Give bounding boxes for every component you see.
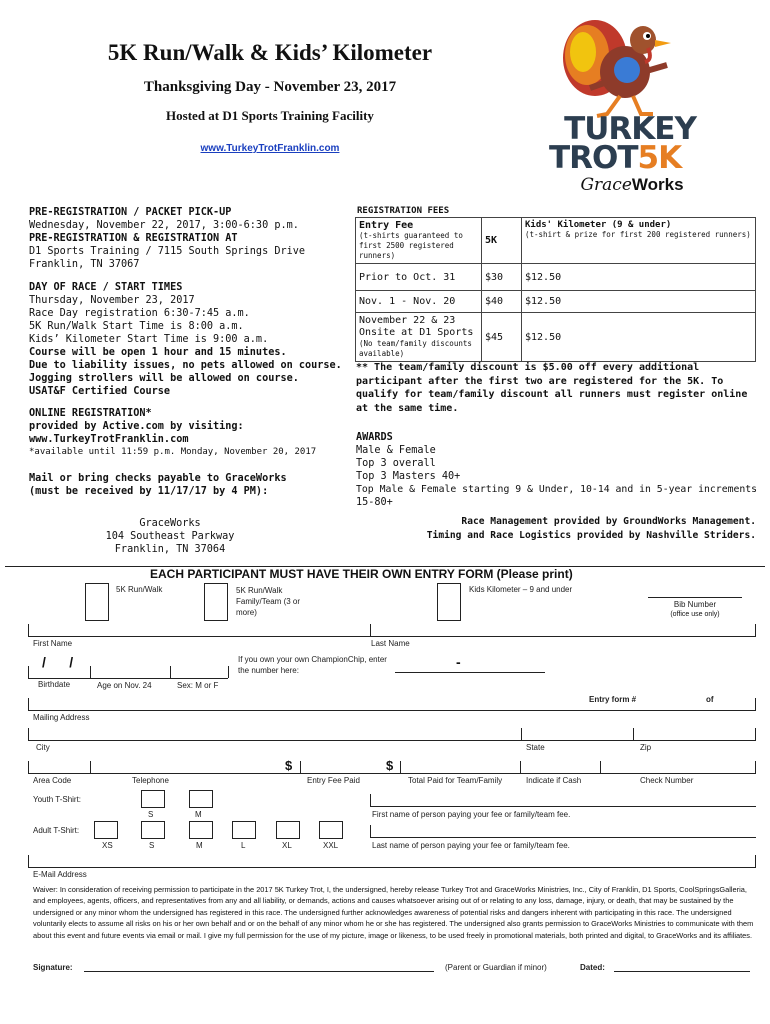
youth-size-s-label: S <box>148 810 154 819</box>
checkbox-5k[interactable] <box>85 583 109 621</box>
entry-fee-paid-label: Entry Fee Paid <box>307 776 360 785</box>
mail-line-2: (must be received by 11/17/17 by 4 PM): <box>29 486 269 497</box>
name-line[interactable] <box>28 636 756 637</box>
birthdate-slashes: / / <box>42 654 74 670</box>
award-line: Male & Female <box>356 445 436 456</box>
youth-shirt-label: Youth T-Shirt: <box>33 795 82 804</box>
graceworks-logo: GraceWorks <box>580 175 684 195</box>
discount-note: ** The team/family discount is $5.00 off every additional participant after the first two are registered for the 5K. To qualify for team/family discount all runners must register online at the same time. <box>356 362 748 414</box>
waiver-text: Waiver: In consideration of receiving permission to participate in the 2017 5K Turkey Trot, I, the undersigned, hereby release Turkey Trot and GraceWorks Ministries, Inc., City of Franklin, D1 Sports, CoolSpringsGalleria, and employees, agents, officers, and representatives from any and all liability, or demands, actions and causes whatsoever arising out of or relating to any loss, damage, injury, or death, that may be sustained by the undersigned or any minor whom the undersigned has registered in this race. The undersigned further acknowledges awareness of potential risks and dangers inherent with participating in this race. The undersigned voluntarily elects to assume all risks on his or her own behalf and or on the behalf of any minor whom he or she has registered. The undersigned also grants permission to GraceWorks Ministries to communicate with them about this event and future events via email or mail. I give my full permission for the use of my picture, image or likeness, to be used freely in promotional materials, both printed and digital, to GraceWorks and its affiliates. <box>33 885 754 940</box>
address-line-2: 104 Southeast Parkway <box>105 531 235 542</box>
col-5k-heading: 5K <box>482 218 522 264</box>
event-date: Thanksgiving Day - November 23, 2017 <box>143 79 397 95</box>
awards-heading: AWARDS <box>356 432 393 443</box>
adult-size-xl-box[interactable] <box>276 821 300 839</box>
management-line: Race Management provided by GroundWorks Management. <box>461 516 756 527</box>
option-5k-label: 5K Run/Walk <box>116 585 163 594</box>
kids-note: (t-shirt & prize for first 200 registered runners) <box>525 230 751 239</box>
total-paid-dollar: $ <box>386 758 394 773</box>
management-credits <box>356 515 756 543</box>
adult-size-xxl-box[interactable] <box>319 821 343 839</box>
awards-section <box>356 431 766 509</box>
last-payer-label: Last name of person paying your fee or family/team fee. <box>372 841 570 850</box>
payment-line[interactable] <box>28 773 756 774</box>
entry-fee-note: (t-shirts guaranteed to first 2500 registered runners) <box>359 231 463 260</box>
fees-header-row <box>356 218 756 264</box>
course-note: Course will be open 1 hour and 15 minutes. <box>29 347 287 358</box>
fee-row: November 22 & 23 Onsite at D1 Sports (No team/family discounts available) $45 $12.50 <box>356 313 756 362</box>
award-line: Top Male & Female starting 9 & Under, 10-14 and in 5-year increments <box>356 484 758 495</box>
turkey-trot-logo <box>545 10 715 200</box>
mailing-address <box>20 517 320 556</box>
area-code-label: Area Code <box>33 776 72 785</box>
adult-size-s-box[interactable] <box>141 821 165 839</box>
adult-size-s-label: S <box>149 841 155 850</box>
cash-label: Indicate if Cash <box>526 776 582 785</box>
adult-size-xxl-label: XXL <box>323 841 339 850</box>
first-name-label: First Name <box>33 639 73 648</box>
option-family-label: 5K Run/Walk Family/Team (3 or more) <box>236 586 301 617</box>
logo-line-turkey: TURKEY <box>564 111 696 147</box>
telephone-label: Telephone <box>132 776 169 785</box>
chip-number-line[interactable] <box>395 672 545 673</box>
start-time-kids: Kids’ Kilometer Start Time is 9:00 a.m. <box>29 334 269 345</box>
city-label: City <box>36 743 50 752</box>
mailing-address-line[interactable] <box>28 710 756 711</box>
award-line: Top 3 overall <box>356 458 436 469</box>
email-line[interactable] <box>28 867 756 868</box>
chip-dash: - <box>456 654 461 670</box>
sex-label: Sex: M or F <box>177 681 219 690</box>
online-url[interactable]: www.TurkeyTrotFranklin.com <box>29 434 189 445</box>
start-time-5k: 5K Run/Walk Start Time is 8:00 a.m. <box>29 321 244 332</box>
kids-heading: Kids' Kilometer (9 & under) <box>525 220 672 230</box>
logo-line-trot: TROT <box>549 140 638 176</box>
address-line-1: GraceWorks <box>139 518 201 529</box>
dated-label: Dated: <box>580 963 605 972</box>
office-use-label: (office use only) <box>670 611 720 618</box>
adult-size-l-box[interactable] <box>232 821 256 839</box>
online-heading: ONLINE REGISTRATION* <box>29 408 152 419</box>
city-state-zip-line[interactable] <box>28 740 756 741</box>
race-registration-time: Race Day registration 6:30-7:45 a.m. <box>29 308 250 319</box>
signature-line[interactable] <box>84 971 434 972</box>
entry-form-label: Entry form # <box>589 695 637 704</box>
checkbox-family[interactable] <box>204 583 228 621</box>
entry-fee-dollar: $ <box>285 758 293 773</box>
entry-fee-heading: Entry Fee <box>359 220 414 231</box>
prereg-location-heading: PRE-REGISTRATION & REGISTRATION AT <box>29 233 238 244</box>
check-number-label: Check Number <box>640 776 694 785</box>
fee-row: Prior to Oct. 31 $30 $12.50 <box>356 264 756 291</box>
birthdate-label: Birthdate <box>38 680 71 689</box>
fees-heading: REGISTRATION FEES <box>357 206 450 216</box>
pets-note: Due to liability issues, no pets allowed on course. <box>29 360 342 371</box>
race-heading: DAY OF RACE / START TIMES <box>29 282 183 293</box>
adult-size-m-label: M <box>196 841 203 850</box>
award-line: Top 3 Masters 40+ <box>356 471 461 482</box>
youth-size-s-box[interactable] <box>141 790 165 808</box>
certified-note: USAT&F Certified Course <box>29 386 171 397</box>
adult-size-xs-box[interactable] <box>94 821 118 839</box>
adult-size-xl-label: XL <box>282 841 292 850</box>
age-label: Age on Nov. 24 <box>97 681 152 690</box>
logo-5k-badge: 5K <box>637 140 682 176</box>
adult-size-xs-label: XS <box>102 841 113 850</box>
total-paid-label: Total Paid for Team/Family <box>408 776 503 785</box>
bib-number-label: Bib Number <box>673 600 717 609</box>
state-label: State <box>526 743 545 752</box>
turkey-mascot-icon <box>545 10 715 125</box>
hosted-line: Hosted at D1 Sports Training Facility <box>166 108 374 123</box>
prereg-location: D1 Sports Training / 7115 South Springs Drive <box>29 246 306 257</box>
left-info-column <box>29 206 342 498</box>
award-line: 15-80+ <box>356 497 393 508</box>
timing-line: Timing and Race Logistics provided by Nashville Striders. <box>426 530 756 541</box>
last-name-label: Last Name <box>371 639 410 648</box>
zip-label: Zip <box>640 743 652 752</box>
youth-size-m-label: M <box>195 810 202 819</box>
chip-label: If you own your own ChampionChip, enter the number here: <box>238 655 387 675</box>
option-kids-label: Kids Kilometer – 9 and under <box>469 585 573 594</box>
stroller-note: Jogging strollers will be allowed on course. <box>29 373 299 384</box>
prereg-heading: PRE-REGISTRATION / PACKET PICK-UP <box>29 207 232 218</box>
fees-table <box>355 217 756 362</box>
adult-shirt-label: Adult T-Shirt: <box>33 826 80 835</box>
youth-size-m-box[interactable] <box>189 790 213 808</box>
birthdate-line[interactable] <box>28 678 228 679</box>
race-date: Thursday, November 23, 2017 <box>29 295 195 306</box>
online-line: provided by Active.com by visiting: <box>29 421 244 432</box>
page-title: 5K Run/Walk & Kids’ Kilometer <box>107 40 433 65</box>
email-label: E-Mail Address <box>33 870 87 879</box>
adult-size-l-label: L <box>241 841 246 850</box>
last-payer-line[interactable] <box>370 837 756 838</box>
mail-line-1: Mail or bring checks payable to GraceWorks <box>29 473 287 484</box>
fee-row: Nov. 1 - Nov. 20 $40 $12.50 <box>356 291 756 313</box>
entry-of-label: of <box>706 695 714 704</box>
form-heading: EACH PARTICIPANT MUST HAVE THEIR OWN ENTRY FORM (Please print) <box>150 567 573 581</box>
prereg-date: Wednesday, November 22, 2017, 3:00-6:30 p.m. <box>29 220 299 231</box>
online-note: *available until 11:59 p.m. Monday, November 20, 2017 <box>29 447 317 457</box>
prereg-city: Franklin, TN 37067 <box>29 259 140 270</box>
parent-guardian-label: (Parent or Guardian if minor) <box>445 963 547 972</box>
adult-size-m-box[interactable] <box>189 821 213 839</box>
signature-label: Signature: <box>33 963 73 972</box>
first-payer-label: First name of person paying your fee or family/team fee. <box>372 810 571 819</box>
date-line[interactable] <box>614 971 750 972</box>
website-link[interactable]: www.TurkeyTrotFranklin.com <box>200 143 340 154</box>
first-payer-line[interactable] <box>370 806 756 807</box>
mailing-address-label: Mailing Address <box>33 713 90 722</box>
bib-number-line <box>648 597 742 598</box>
checkbox-kids[interactable] <box>437 583 461 621</box>
address-line-3: Franklin, TN 37064 <box>114 544 226 555</box>
